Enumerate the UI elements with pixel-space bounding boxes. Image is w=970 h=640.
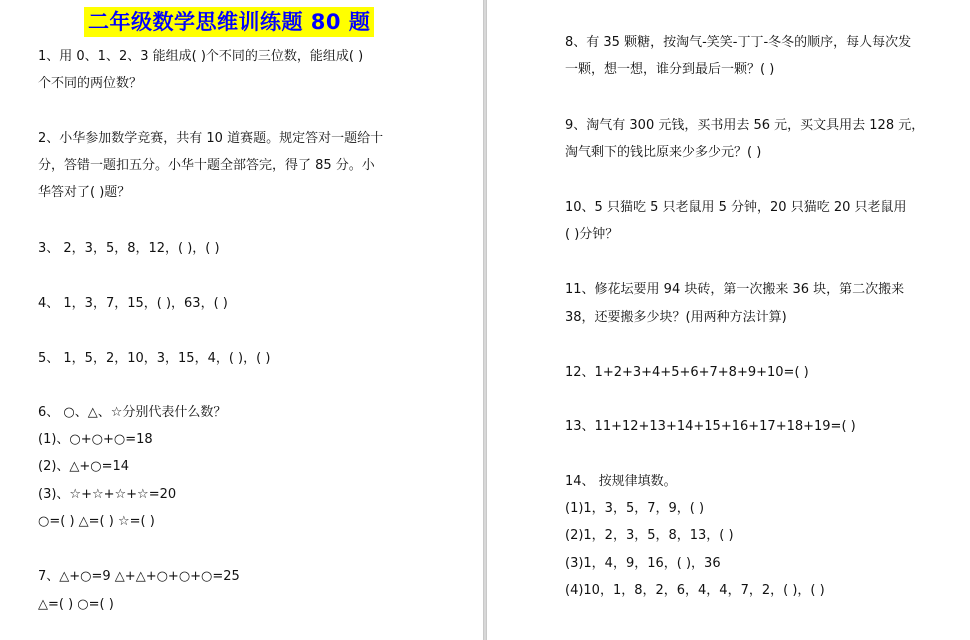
left-page: [0, 0, 483, 640]
question-11-line-1: 11、修花坛要用 94 块砖，第一次搬来 36 块，第二次搬来: [565, 282, 905, 297]
question-14-title: 14、 按规律填数。: [565, 474, 677, 489]
right-page: [487, 0, 970, 640]
question-14-part-4: (4)10，1，8，2，6，4，4，7，2，( )，( ): [565, 583, 825, 598]
question-10-line-1: 10、5 只猫吃 5 只老鼠用 5 分钟，20 只猫吃 20 只老鼠用: [565, 200, 907, 215]
page-title: 二年级数学思维训练题 80 题: [84, 7, 374, 37]
question-9-line-1: 9、淘气有 300 元钱，买书用去 56 元，买文具用去 128 元，: [565, 118, 925, 133]
question-6-line-4: (3)、☆+☆+☆+☆=20: [38, 487, 177, 502]
question-8-line-1: 8、有 35 颗糖，按淘气-笑笑-丁丁-冬冬的顺序，每人每次发: [565, 35, 912, 50]
question-6-line-2: (1)、○+○+○=18: [38, 432, 153, 447]
question-5: 5、 1，5，2，10，3，15，4，( )，( ): [38, 351, 271, 366]
question-10-line-2: ( )分钟？: [565, 227, 619, 242]
question-13: 13、11+12+13+14+15+16+17+18+19=( ): [565, 419, 856, 434]
question-2-line-1: 2、小华参加数学竞赛，共有 10 道赛题。规定答对一题给十: [38, 131, 384, 146]
question-6-line-1: 6、 ○、△、☆分别代表什么数？: [38, 405, 227, 420]
question-12: 12、1+2+3+4+5+6+7+8+9+10=( ): [565, 365, 809, 380]
question-4: 4、 1，3，7，15，( )，63，( ): [38, 296, 228, 311]
question-11-line-2: 38，还要搬多少块？(用两种方法计算): [565, 310, 787, 325]
question-14-part-2: (2)1，2，3，5，8，13，( ): [565, 528, 734, 543]
question-2-line-2: 分，答错一题扣五分。小华十题全部答完，得了 85 分。小: [38, 158, 375, 173]
question-7-line-1: 7、△+○=9 △+△+○+○+○=25: [38, 569, 240, 584]
question-1-line-2: 个不同的两位数？: [38, 76, 143, 91]
question-14-part-3: (3)1，4，9，16，( )，36: [565, 556, 721, 571]
question-7-answer: △=( ) ○=( ): [38, 597, 114, 612]
question-6-answer: ○=( ) △=( ) ☆=( ): [38, 514, 155, 529]
question-2-line-3: 华答对了( )题？: [38, 185, 131, 200]
question-6-line-3: (2)、△+○=14: [38, 459, 130, 474]
question-9-line-2: 淘气剩下的钱比原来少多少元？( ): [565, 145, 762, 160]
question-1-line-1: 1、用 0、1、2、3 能组成( )个不同的三位数，能组成( ): [38, 49, 364, 64]
question-14-part-1: (1)1，3，5，7，9，( ): [565, 501, 705, 516]
question-8-line-2: 一颗，想一想，谁分到最后一颗？( ): [565, 62, 775, 77]
question-3: 3、 2，3，5，8，12，( )，( ): [38, 241, 220, 256]
